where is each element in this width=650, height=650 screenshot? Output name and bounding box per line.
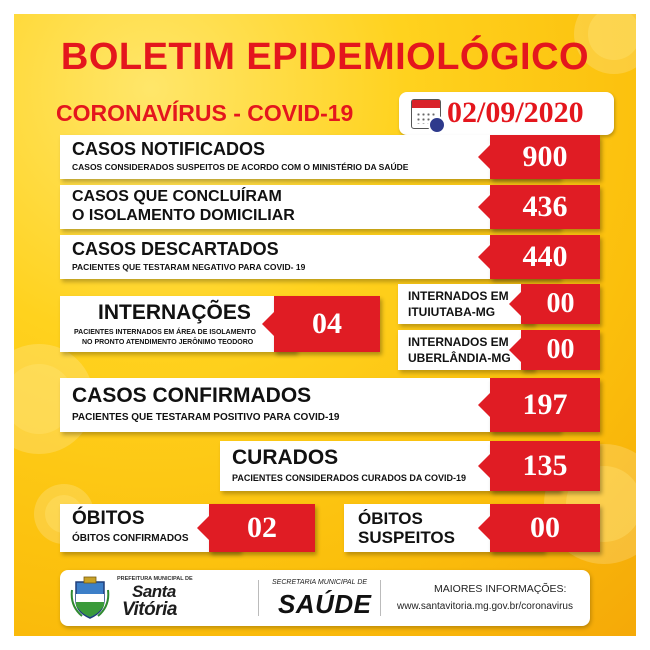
descartados-value: 440 <box>490 235 600 279</box>
isolamento-label-line1: CASOS QUE CONCLUÍRAM <box>72 188 282 205</box>
footer-bar <box>60 570 590 626</box>
secretaria-small-text: SECRETARIA MUNICIPAL DE <box>272 579 368 586</box>
bulletin-background <box>14 14 636 636</box>
internacoes-desc-line2: NO PRONTO ATENDIMENTO JERÔNIMO TEODORO <box>82 339 254 346</box>
internacoes-label: INTERNAÇÕES <box>98 301 251 324</box>
date-box <box>399 92 614 135</box>
obitos-label: ÓBITOS <box>72 508 145 529</box>
internacoes-card <box>60 296 296 352</box>
curados-value: 135 <box>490 441 600 491</box>
ituiutaba-value: 00 <box>521 284 600 324</box>
bulletin-date: 02/09/2020 <box>447 96 584 129</box>
notificados-label: CASOS NOTIFICADOS <box>72 139 266 159</box>
ituiutaba-label-line2: ITUIUTABA-MG <box>408 305 496 319</box>
obitos-suspeitos-value: 00 <box>490 504 600 552</box>
confirmados-label: CASOS CONFIRMADOS <box>72 384 312 407</box>
notificados-desc: CASOS CONSIDERADOS SUSPEITOS DE ACORDO COM O MINISTÉRIO DA SAÚDE <box>72 162 409 172</box>
prefeitura-small-text: PREFEITURA MUNICIPAL DE <box>117 576 193 582</box>
bulletin-title: BOLETIM EPIDEMIOLÓGICO <box>60 36 590 78</box>
notificados-value: 900 <box>490 135 600 179</box>
footer-divider <box>258 580 259 616</box>
isolamento-value: 436 <box>490 185 600 229</box>
secretaria-name: SAÚDE <box>278 589 372 619</box>
calendar-icon <box>411 99 441 129</box>
obitos-suspeitos-label-line1: ÓBITOS <box>358 509 423 528</box>
obitos-suspeitos-label-line2: SUSPEITOS <box>358 528 455 547</box>
obitos-desc: ÓBITOS CONFIRMADOS <box>72 533 189 544</box>
descartados-label: CASOS DESCARTADOS <box>72 239 279 259</box>
ituiutaba-label-line1: INTERNADOS EM <box>408 289 509 303</box>
bulletin-subtitle: CORONAVÍRUS - COVID-19 <box>56 100 354 126</box>
curados-label: CURADOS <box>232 446 339 469</box>
confirmados-desc: PACIENTES QUE TESTARAM POSITIVO PARA COVID-19 <box>72 412 340 423</box>
uberlandia-value: 00 <box>521 330 600 370</box>
internacoes-value: 04 <box>274 296 380 352</box>
curados-desc: PACIENTES CONSIDERADOS CURADOS DA COVID-19 <box>232 473 467 483</box>
descartados-desc: PACIENTES QUE TESTARAM NEGATIVO PARA COVID- 19 <box>72 262 306 272</box>
isolamento-label-line2: O ISOLAMENTO DOMICILIAR <box>72 207 295 224</box>
info-label: MAIORES INFORMAÇÕES: <box>434 583 567 595</box>
obitos-value: 02 <box>209 504 315 552</box>
uberlandia-label-line1: INTERNADOS EM <box>408 335 509 349</box>
city-name-line2: Vitória <box>122 599 177 620</box>
website-link[interactable]: www.santavitoria.mg.gov.br/coronavirus <box>397 601 573 612</box>
city-crest-icon <box>70 576 110 620</box>
internacoes-desc-line1: PACIENTES INTERNADOS EM ÁREA DE ISOLAMENTO <box>74 329 256 336</box>
city-name-line1: Santa <box>132 582 176 601</box>
confirmados-value: 197 <box>490 378 600 432</box>
uberlandia-label-line2: UBERLÂNDIA-MG <box>408 351 511 365</box>
footer-divider <box>380 580 381 616</box>
